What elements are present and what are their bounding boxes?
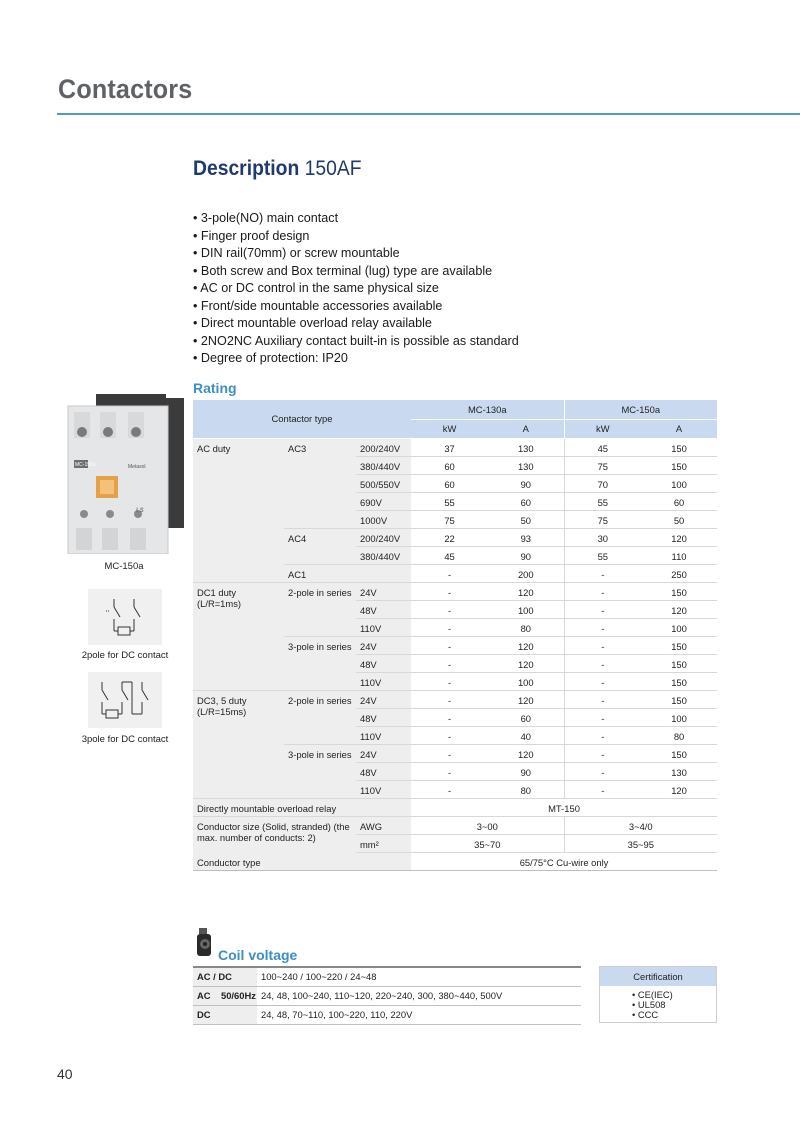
rating-value: - [411, 672, 488, 690]
category-label: AC3 [284, 438, 356, 528]
certification-title: Certification [600, 967, 716, 986]
rating-value: 60 [488, 708, 564, 726]
rating-value: 40 [488, 726, 564, 744]
rating-value: 80 [641, 726, 717, 744]
category-label: AC4 [284, 528, 356, 564]
coil-row [193, 986, 581, 1005]
rating-value: - [564, 672, 641, 690]
voltage-label: 500/550V [356, 474, 411, 492]
duty-label: DC3, 5 duty (L/R=15ms) [193, 690, 284, 798]
coil-voltage-table [193, 966, 581, 1025]
rating-value: - [411, 780, 488, 798]
rating-value: 120 [641, 600, 717, 618]
rating-value: 110 [641, 546, 717, 564]
voltage-label: 48V [356, 708, 411, 726]
rating-value: 120 [641, 528, 717, 546]
rating-value: - [411, 564, 488, 582]
rating-value: 22 [411, 528, 488, 546]
coil-row [193, 967, 581, 986]
feature-item: • 3-pole(NO) main contact [193, 210, 519, 228]
rating-row [193, 582, 717, 600]
voltage-label: 200/240V [356, 528, 411, 546]
rating-value: 150 [641, 690, 717, 708]
coil-row-value: 24, 48, 100~240, 110~120, 220~240, 300, 380~440, 500V [257, 986, 581, 1005]
rating-value: 150 [641, 654, 717, 672]
rating-value: 250 [641, 564, 717, 582]
category-label: 2-pole in series [284, 690, 356, 744]
header-unit: kW [411, 419, 488, 438]
certification-list [600, 986, 716, 1022]
header-contactor-type: Contactor type [193, 400, 411, 438]
voltage-label: 48V [356, 600, 411, 618]
rating-value: - [564, 726, 641, 744]
rating-value: 30 [564, 528, 641, 546]
feature-item: • AC or DC control in the same physical size [193, 280, 519, 298]
page-title: Contactors [58, 74, 193, 104]
mm2-value: 35~95 [564, 834, 717, 852]
description-subtitle: 150AF [304, 157, 362, 180]
voltage-label: 48V [356, 654, 411, 672]
header-model: MC-150a [564, 400, 717, 419]
feature-item: • Direct mountable overload relay available [193, 315, 519, 333]
rating-value: 150 [641, 438, 717, 456]
product-image [66, 394, 186, 554]
rating-value: - [411, 744, 488, 762]
mm2-unit: mm² [356, 834, 411, 852]
rating-value: - [564, 708, 641, 726]
voltage-label: 110V [356, 726, 411, 744]
rating-value: - [564, 618, 641, 636]
rating-value: - [564, 564, 641, 582]
rating-value: 70 [564, 474, 641, 492]
overload-value: MT-150 [411, 798, 717, 816]
rating-value: - [411, 708, 488, 726]
product-logo: LS [136, 508, 144, 514]
certification-item: • CCC [632, 1010, 716, 1020]
page-number: 40 [57, 1066, 73, 1082]
rating-value: 50 [641, 510, 717, 528]
rating-title: Rating [193, 380, 237, 396]
rating-value: - [564, 600, 641, 618]
rating-value: 50 [488, 510, 564, 528]
conductor-type-value: 65/75°C Cu-wire only [411, 852, 717, 870]
rating-value: 90 [488, 546, 564, 564]
feature-item: • Finger proof design [193, 228, 519, 246]
voltage-label: 380/440V [356, 456, 411, 474]
voltage-label: 690V [356, 492, 411, 510]
rating-value: 150 [641, 744, 717, 762]
coil-row-value: 100~240 / 100~220 / 24~48 [257, 967, 581, 986]
diagram-3pole-dc [88, 672, 162, 728]
rating-value: 120 [488, 654, 564, 672]
rating-value: 90 [488, 474, 564, 492]
rating-value: 150 [641, 672, 717, 690]
awg-unit: AWG [356, 816, 411, 834]
rating-value: 60 [411, 456, 488, 474]
rating-value: 120 [488, 636, 564, 654]
rating-value: 100 [641, 474, 717, 492]
voltage-label: 24V [356, 582, 411, 600]
diagram2-caption: 3pole for DC contact [81, 734, 169, 745]
rating-value: 120 [488, 582, 564, 600]
rating-value: 100 [641, 708, 717, 726]
voltage-label: 110V [356, 618, 411, 636]
product-brand: Metasol [128, 464, 146, 470]
rating-value: 120 [488, 690, 564, 708]
voltage-label: 1000V [356, 510, 411, 528]
rating-value: 120 [641, 780, 717, 798]
category-label: AC1 [284, 564, 356, 582]
certification-box [599, 966, 717, 1023]
rating-value: - [564, 654, 641, 672]
coil-row-sub: 50/60Hz [217, 986, 257, 1005]
coil-row-label: AC [193, 986, 217, 1005]
rating-value: 100 [641, 618, 717, 636]
awg-value: 3~4/0 [564, 816, 717, 834]
rating-table [193, 400, 717, 871]
rating-value: 45 [411, 546, 488, 564]
rating-value: - [564, 636, 641, 654]
title-divider [57, 113, 800, 115]
rating-value: 80 [488, 780, 564, 798]
feature-item: • 2NO2NC Auxiliary contact built-in is possible as standard [193, 333, 519, 351]
conductor-size-label: Conductor size (Solid, stranded) (the max. number of conducts: 2) [193, 816, 356, 852]
mm2-value: 35~70 [411, 834, 564, 852]
rating-value: 45 [564, 438, 641, 456]
voltage-label: 24V [356, 690, 411, 708]
duty-label: AC duty [193, 438, 284, 582]
rating-value: 55 [564, 492, 641, 510]
voltage-label: 110V [356, 672, 411, 690]
conductor-type-label: Conductor type [193, 852, 411, 870]
header-unit: kW [564, 419, 641, 438]
rating-value: 75 [411, 510, 488, 528]
rating-value: - [411, 762, 488, 780]
voltage-label: 48V [356, 762, 411, 780]
rating-value: 130 [641, 762, 717, 780]
rating-value: - [411, 582, 488, 600]
rating-value: - [564, 582, 641, 600]
rating-value: 130 [488, 456, 564, 474]
voltage-label: 110V [356, 780, 411, 798]
rating-value: - [411, 600, 488, 618]
rating-value: 100 [488, 672, 564, 690]
rating-value: 120 [488, 744, 564, 762]
rating-value: - [564, 762, 641, 780]
rating-value: 150 [641, 582, 717, 600]
category-label: 3-pole in series [284, 744, 356, 798]
rating-value: 130 [488, 438, 564, 456]
rating-value: 90 [488, 762, 564, 780]
coil-row-value: 24, 48, 70~110, 100~220, 110, 220V [257, 1005, 581, 1024]
rating-value: 60 [641, 492, 717, 510]
voltage-label [356, 564, 411, 582]
coil-icon [196, 928, 214, 958]
category-label: 2-pole in series [284, 582, 356, 636]
header-unit: A [641, 419, 717, 438]
coil-row-label: DC [193, 1005, 257, 1024]
certification-item: • CE(IEC) [632, 990, 716, 1000]
rating-value: 150 [641, 456, 717, 474]
coil-voltage-title: Coil voltage [218, 947, 298, 963]
rating-value: - [411, 726, 488, 744]
coil-row-label: AC / DC [193, 967, 257, 986]
certification-item: • UL508 [632, 1000, 716, 1010]
category-label: 3-pole in series [284, 636, 356, 690]
feature-list [193, 210, 519, 368]
rating-value: 150 [641, 636, 717, 654]
rating-value: 55 [411, 492, 488, 510]
rating-value: - [411, 654, 488, 672]
feature-item: • DIN rail(70mm) or screw mountable [193, 245, 519, 263]
rating-row [193, 438, 717, 456]
awg-value: 3~00 [411, 816, 564, 834]
rating-value: 75 [564, 510, 641, 528]
diagram-2pole-dc [88, 589, 162, 645]
feature-item: • Front/side mountable accessories available [193, 298, 519, 316]
rating-value: 200 [488, 564, 564, 582]
rating-value: 80 [488, 618, 564, 636]
feature-item: • Both screw and Box terminal (lug) type are available [193, 263, 519, 281]
rating-row [193, 690, 717, 708]
rating-value: 75 [564, 456, 641, 474]
rating-value: - [564, 690, 641, 708]
rating-value: - [564, 744, 641, 762]
rating-value: 37 [411, 438, 488, 456]
coil-row [193, 1005, 581, 1024]
description-heading [193, 157, 362, 181]
voltage-label: 380/440V [356, 546, 411, 564]
rating-value: 55 [564, 546, 641, 564]
product-label: MC-150a [75, 462, 96, 468]
voltage-label: 24V [356, 744, 411, 762]
rating-value: - [411, 618, 488, 636]
rating-value: - [411, 636, 488, 654]
description-title: Description [193, 157, 300, 180]
rating-value: 93 [488, 528, 564, 546]
feature-item: • Degree of protection: IP20 [193, 350, 519, 368]
rating-value: - [564, 780, 641, 798]
diagram1-caption: 2pole for DC contact [81, 650, 169, 661]
product-caption: MC-150a [104, 561, 144, 572]
rating-value: - [411, 690, 488, 708]
voltage-label: 200/240V [356, 438, 411, 456]
header-model: MC-130a [411, 400, 564, 419]
rating-value: 60 [488, 492, 564, 510]
header-unit: A [488, 419, 564, 438]
duty-label: DC1 duty (L/R=1ms) [193, 582, 284, 690]
rating-value: 60 [411, 474, 488, 492]
rating-value: 100 [488, 600, 564, 618]
overload-label: Directly mountable overload relay [193, 798, 411, 816]
voltage-label: 24V [356, 636, 411, 654]
